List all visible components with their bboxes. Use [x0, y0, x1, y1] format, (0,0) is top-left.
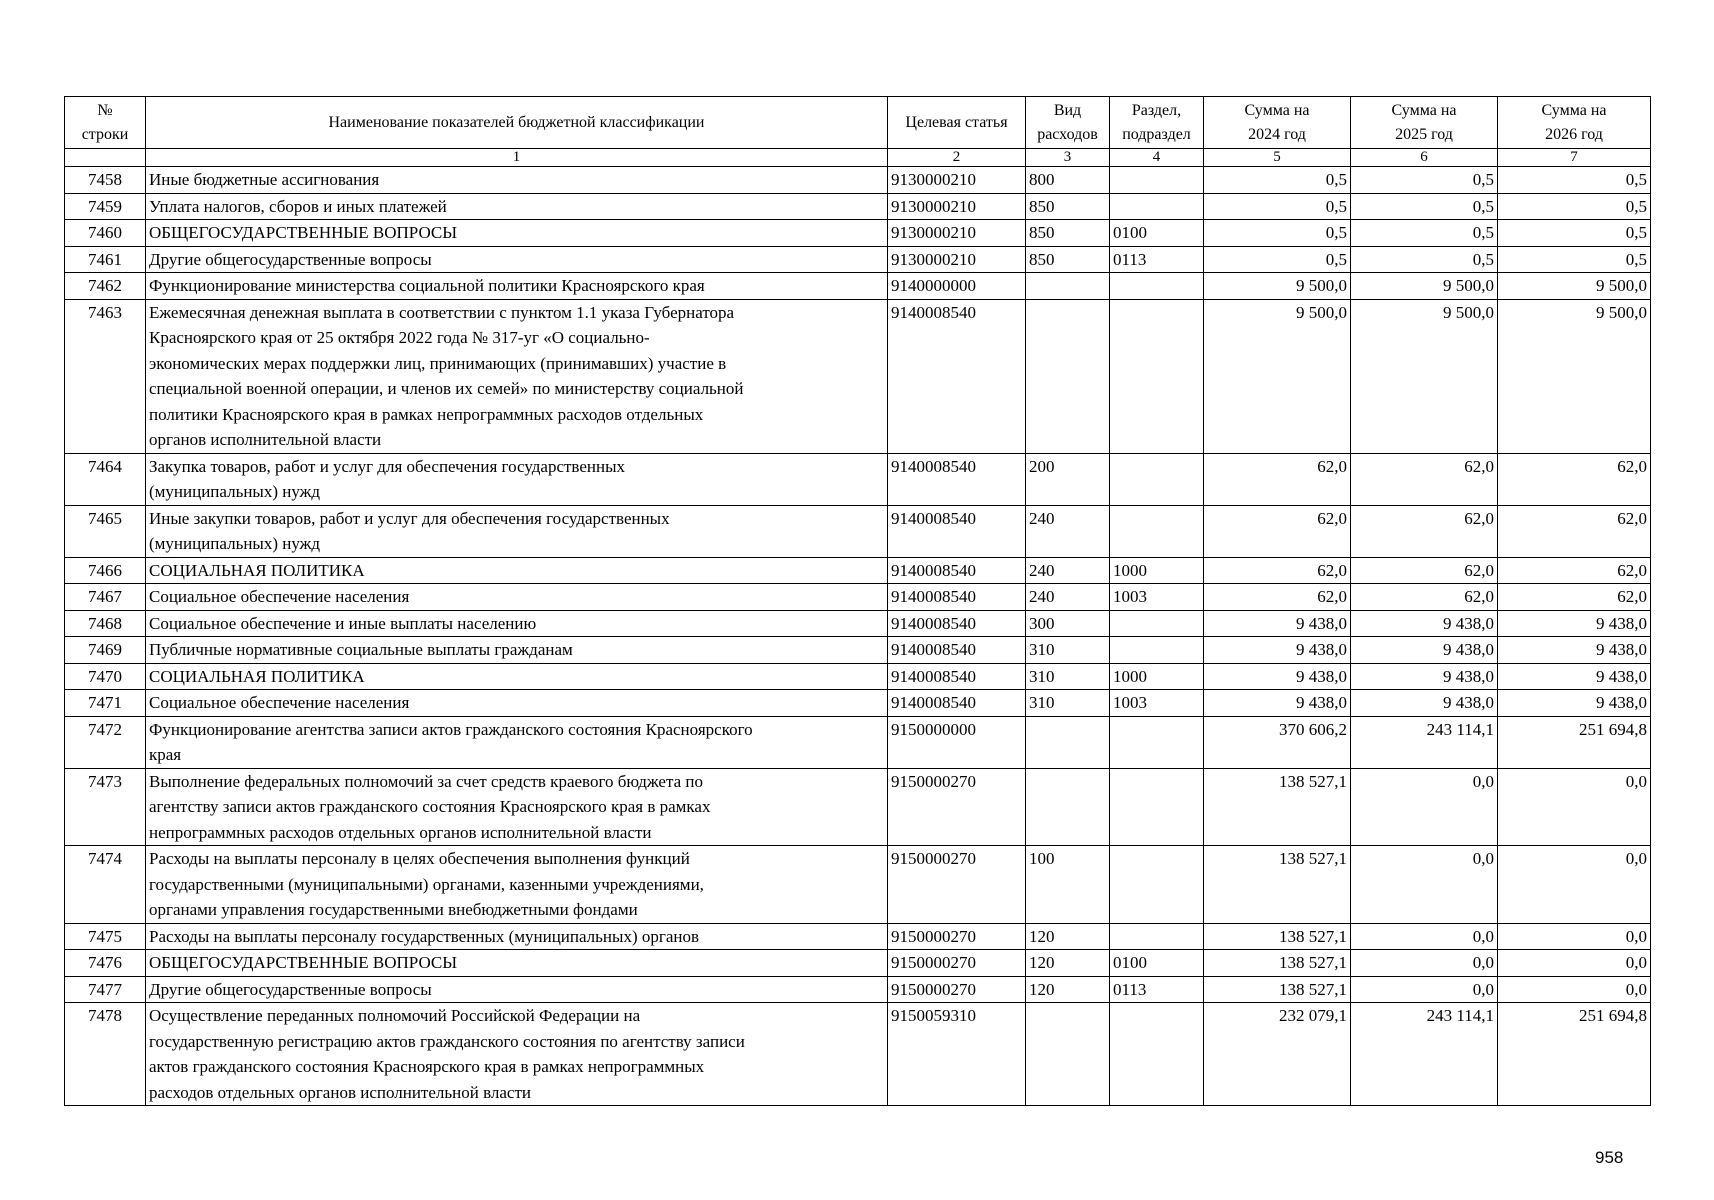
sum-2024-cell: 9 500,0: [1204, 273, 1351, 300]
expense-type-cell: 120: [1026, 976, 1110, 1003]
indicator-name-cell: Функционирование министерства социальной политики Красноярского края: [146, 273, 888, 300]
target-article-cell: 9140000000: [888, 273, 1026, 300]
row-number-cell: 7461: [65, 246, 146, 273]
row-number-cell: 7471: [65, 690, 146, 717]
expense-type-cell: 240: [1026, 584, 1110, 611]
row-number-cell: 7475: [65, 923, 146, 950]
target-article-cell: 9140008540: [888, 637, 1026, 664]
indicator-name-cell: Социальное обеспечение населения: [146, 690, 888, 717]
table-row: [65, 976, 1651, 1003]
indicator-name-cell: Расходы на выплаты персоналу государственных (муниципальных) органов: [146, 923, 888, 950]
indicator-name-cell: Публичные нормативные социальные выплаты гражданам: [146, 637, 888, 664]
sum-2025-cell: 9 500,0: [1351, 273, 1498, 300]
target-article-cell: 9140008540: [888, 663, 1026, 690]
column-number: 3: [1026, 149, 1110, 167]
target-article-cell: 9140008540: [888, 690, 1026, 717]
sum-2024-cell: 0,5: [1204, 246, 1351, 273]
header-target-label: Целевая статья: [905, 113, 1008, 131]
sum-2026-cell: 0,0: [1498, 923, 1651, 950]
row-number-cell: 7478: [65, 1003, 146, 1106]
indicator-name-cell: ОБЩЕГОСУДАРСТВЕННЫЕ ВОПРОСЫ: [146, 220, 888, 247]
section-cell: [1110, 610, 1204, 637]
section-cell: [1110, 846, 1204, 924]
table-row: [65, 923, 1651, 950]
sum-2025-cell: 243 114,1: [1351, 716, 1498, 768]
sum-2025-cell: 0,0: [1351, 923, 1498, 950]
sum-2026-cell: 0,5: [1498, 220, 1651, 247]
column-number: 2: [888, 149, 1026, 167]
indicator-name-cell: Ежемесячная денежная выплата в соответствии с пунктом 1.1 указа Губернатора Красноярского края от 25 октября 2022 года № 317-уг «О социально- экономических мерах поддержки лиц, принимающих (принимавших) участие в специальной военной операции, и членов их семей» по министерству социальной политики Красноярского края в рамках непрограммных расходов отдельных органов исполнительной власти: [146, 299, 888, 453]
sum-2026-cell: 9 438,0: [1498, 663, 1651, 690]
section-cell: 1003: [1110, 584, 1204, 611]
target-article-cell: 9140008540: [888, 610, 1026, 637]
target-article-cell: 9130000210: [888, 220, 1026, 247]
section-cell: 1003: [1110, 690, 1204, 717]
section-cell: [1110, 453, 1204, 505]
sum-2026-cell: 0,5: [1498, 246, 1651, 273]
indicator-name-cell: Другие общегосударственные вопросы: [146, 246, 888, 273]
target-article-cell: 9140008540: [888, 557, 1026, 584]
indicator-name-cell: СОЦИАЛЬНАЯ ПОЛИТИКА: [146, 557, 888, 584]
section-cell: [1110, 299, 1204, 453]
section-cell: 1000: [1110, 663, 1204, 690]
header-section-label: Раздел, подраздел: [1122, 101, 1191, 143]
page-number: 958: [1595, 1148, 1624, 1167]
sum-2024-cell: 232 079,1: [1204, 1003, 1351, 1106]
table-row: [65, 690, 1651, 717]
sum-2026-cell: 9 500,0: [1498, 299, 1651, 453]
header-sum-2026-label: Сумма на 2026 год: [1541, 101, 1607, 143]
header-section: [1110, 97, 1204, 149]
indicator-name-cell: Закупка товаров, работ и услуг для обеспечения государственных (муниципальных) нужд: [146, 453, 888, 505]
sum-2026-cell: 9 438,0: [1498, 690, 1651, 717]
section-cell: [1110, 716, 1204, 768]
row-number-cell: 7464: [65, 453, 146, 505]
expense-type-cell: 310: [1026, 690, 1110, 717]
table-row: [65, 637, 1651, 664]
table-row: [65, 220, 1651, 247]
header-expense-type: [1026, 97, 1110, 149]
header-sum-2026: [1498, 97, 1651, 149]
sum-2025-cell: 9 438,0: [1351, 637, 1498, 664]
sum-2025-cell: 62,0: [1351, 453, 1498, 505]
table-row: [65, 273, 1651, 300]
target-article-cell: 9130000210: [888, 167, 1026, 194]
column-number: [65, 149, 146, 167]
indicator-name-cell: Социальное обеспечение и иные выплаты населению: [146, 610, 888, 637]
row-number-cell: 7472: [65, 716, 146, 768]
expense-type-cell: [1026, 1003, 1110, 1106]
sum-2025-cell: 0,0: [1351, 950, 1498, 977]
sum-2026-cell: 0,0: [1498, 950, 1651, 977]
row-number-cell: 7462: [65, 273, 146, 300]
expense-type-cell: 120: [1026, 950, 1110, 977]
sum-2025-cell: 0,0: [1351, 768, 1498, 846]
section-cell: [1110, 505, 1204, 557]
indicator-name-cell: Другие общегосударственные вопросы: [146, 976, 888, 1003]
table-row: [65, 846, 1651, 924]
target-article-cell: 9150000270: [888, 950, 1026, 977]
row-number-cell: 7476: [65, 950, 146, 977]
expense-type-cell: 100: [1026, 846, 1110, 924]
sum-2026-cell: 9 438,0: [1498, 637, 1651, 664]
header-sum-2025: [1351, 97, 1498, 149]
table-body: [65, 167, 1651, 1106]
table-row: [65, 716, 1651, 768]
expense-type-cell: 850: [1026, 246, 1110, 273]
table-row: [65, 193, 1651, 220]
sum-2026-cell: 0,0: [1498, 768, 1651, 846]
row-number-cell: 7459: [65, 193, 146, 220]
table-row: [65, 557, 1651, 584]
sum-2026-cell: 0,0: [1498, 976, 1651, 1003]
sum-2025-cell: 0,5: [1351, 246, 1498, 273]
table-row: [65, 505, 1651, 557]
table-row: [65, 768, 1651, 846]
expense-type-cell: 200: [1026, 453, 1110, 505]
table-row: [65, 584, 1651, 611]
sum-2025-cell: 62,0: [1351, 584, 1498, 611]
header-name: [146, 97, 888, 149]
sum-2024-cell: 9 500,0: [1204, 299, 1351, 453]
expense-type-cell: 850: [1026, 193, 1110, 220]
sum-2025-cell: 0,0: [1351, 846, 1498, 924]
section-cell: [1110, 768, 1204, 846]
indicator-name-cell: Социальное обеспечение населения: [146, 584, 888, 611]
expense-type-cell: [1026, 716, 1110, 768]
target-article-cell: 9150000270: [888, 923, 1026, 950]
target-article-cell: 9150000000: [888, 716, 1026, 768]
section-cell: 0100: [1110, 950, 1204, 977]
target-article-cell: 9130000210: [888, 246, 1026, 273]
row-number-cell: 7469: [65, 637, 146, 664]
row-number-cell: 7477: [65, 976, 146, 1003]
sum-2025-cell: 9 438,0: [1351, 663, 1498, 690]
sum-2025-cell: 243 114,1: [1351, 1003, 1498, 1106]
section-cell: [1110, 1003, 1204, 1106]
header-target: [888, 97, 1026, 149]
sum-2024-cell: 9 438,0: [1204, 610, 1351, 637]
expense-type-cell: 300: [1026, 610, 1110, 637]
table-row: [65, 1003, 1651, 1106]
target-article-cell: 9140008540: [888, 584, 1026, 611]
row-number-cell: 7470: [65, 663, 146, 690]
sum-2026-cell: 251 694,8: [1498, 1003, 1651, 1106]
target-article-cell: 9140008540: [888, 453, 1026, 505]
indicator-name-cell: Иные бюджетные ассигнования: [146, 167, 888, 194]
expense-type-cell: 800: [1026, 167, 1110, 194]
table-row: [65, 299, 1651, 453]
sum-2024-cell: 138 527,1: [1204, 846, 1351, 924]
row-number-cell: 7460: [65, 220, 146, 247]
expense-type-cell: 310: [1026, 637, 1110, 664]
sum-2026-cell: 9 500,0: [1498, 273, 1651, 300]
column-number-row: [65, 149, 1651, 167]
sum-2024-cell: 9 438,0: [1204, 663, 1351, 690]
sum-2024-cell: 62,0: [1204, 505, 1351, 557]
row-number-cell: 7468: [65, 610, 146, 637]
indicator-name-cell: Расходы на выплаты персоналу в целях обеспечения выполнения функций государственными (муниципальными) органами, казенными учреждениями, органами управления государственными внебюджетными фондами: [146, 846, 888, 924]
header-expense-type-label: Вид расходов: [1037, 101, 1098, 143]
sum-2026-cell: 62,0: [1498, 584, 1651, 611]
section-cell: 1000: [1110, 557, 1204, 584]
column-number: 7: [1498, 149, 1651, 167]
sum-2025-cell: 0,5: [1351, 220, 1498, 247]
header-sum-2025-label: Сумма на 2025 год: [1391, 101, 1457, 143]
row-number-cell: 7465: [65, 505, 146, 557]
target-article-cell: 9140008540: [888, 505, 1026, 557]
indicator-name-cell: Функционирование агентства записи актов гражданского состояния Красноярского края: [146, 716, 888, 768]
header-sum-2024-label: Сумма на 2024 год: [1244, 101, 1310, 143]
column-number: 1: [146, 149, 888, 167]
expense-type-cell: 120: [1026, 923, 1110, 950]
table-row: [65, 610, 1651, 637]
sum-2026-cell: 62,0: [1498, 557, 1651, 584]
header-row-number: [65, 97, 146, 149]
section-cell: [1110, 923, 1204, 950]
expense-type-cell: 240: [1026, 557, 1110, 584]
sum-2024-cell: 138 527,1: [1204, 923, 1351, 950]
sum-2024-cell: 0,5: [1204, 167, 1351, 194]
row-number-cell: 7474: [65, 846, 146, 924]
sum-2025-cell: 0,5: [1351, 167, 1498, 194]
table-row: [65, 167, 1651, 194]
expense-type-cell: [1026, 299, 1110, 453]
table-row: [65, 453, 1651, 505]
header-row: [65, 97, 1651, 149]
target-article-cell: 9130000210: [888, 193, 1026, 220]
section-cell: 0113: [1110, 246, 1204, 273]
expense-type-cell: 310: [1026, 663, 1110, 690]
sum-2024-cell: 138 527,1: [1204, 976, 1351, 1003]
sum-2025-cell: 9 438,0: [1351, 610, 1498, 637]
sum-2026-cell: 0,5: [1498, 193, 1651, 220]
sum-2025-cell: 0,0: [1351, 976, 1498, 1003]
target-article-cell: 9150000270: [888, 976, 1026, 1003]
indicator-name-cell: Осуществление переданных полномочий Российской Федерации на государственную регистрацию актов гражданского состояния по агентству записи актов гражданского состояния Красноярского края в рамках непрограммных расходов отдельных органов исполнительной власти: [146, 1003, 888, 1106]
column-number: 6: [1351, 149, 1498, 167]
indicator-name-cell: СОЦИАЛЬНАЯ ПОЛИТИКА: [146, 663, 888, 690]
target-article-cell: 9140008540: [888, 299, 1026, 453]
sum-2026-cell: 62,0: [1498, 453, 1651, 505]
sum-2026-cell: 62,0: [1498, 505, 1651, 557]
sum-2025-cell: 0,5: [1351, 193, 1498, 220]
expense-type-cell: 850: [1026, 220, 1110, 247]
section-cell: 0100: [1110, 220, 1204, 247]
sum-2024-cell: 62,0: [1204, 584, 1351, 611]
sum-2024-cell: 9 438,0: [1204, 637, 1351, 664]
indicator-name-cell: Иные закупки товаров, работ и услуг для обеспечения государственных (муниципальных) нужд: [146, 505, 888, 557]
row-number-cell: 7458: [65, 167, 146, 194]
indicator-name-cell: ОБЩЕГОСУДАРСТВЕННЫЕ ВОПРОСЫ: [146, 950, 888, 977]
target-article-cell: 9150000270: [888, 768, 1026, 846]
sum-2024-cell: 62,0: [1204, 453, 1351, 505]
indicator-name-cell: Уплата налогов, сборов и иных платежей: [146, 193, 888, 220]
sum-2024-cell: 0,5: [1204, 193, 1351, 220]
column-number: 4: [1110, 149, 1204, 167]
sum-2024-cell: 9 438,0: [1204, 690, 1351, 717]
table-row: [65, 950, 1651, 977]
sum-2025-cell: 9 500,0: [1351, 299, 1498, 453]
row-number-cell: 7467: [65, 584, 146, 611]
column-number: 5: [1204, 149, 1351, 167]
expense-type-cell: 240: [1026, 505, 1110, 557]
sum-2025-cell: 9 438,0: [1351, 690, 1498, 717]
sum-2024-cell: 0,5: [1204, 220, 1351, 247]
header-sum-2024: [1204, 97, 1351, 149]
sum-2024-cell: 138 527,1: [1204, 768, 1351, 846]
table-row: [65, 663, 1651, 690]
sum-2026-cell: 0,5: [1498, 167, 1651, 194]
expense-type-cell: [1026, 273, 1110, 300]
sum-2024-cell: 138 527,1: [1204, 950, 1351, 977]
indicator-name-cell: Выполнение федеральных полномочий за счет средств краевого бюджета по агентству записи актов гражданского состояния Красноярского края в рамках непрограммных расходов отдельных органов исполнительной власти: [146, 768, 888, 846]
sum-2025-cell: 62,0: [1351, 505, 1498, 557]
target-article-cell: 9150000270: [888, 846, 1026, 924]
section-cell: [1110, 167, 1204, 194]
row-number-cell: 7463: [65, 299, 146, 453]
sum-2024-cell: 62,0: [1204, 557, 1351, 584]
header-row-number-label: № строки: [81, 101, 129, 143]
header-name-label: Наименование показателей бюджетной классификации: [328, 113, 705, 131]
sum-2024-cell: 370 606,2: [1204, 716, 1351, 768]
section-cell: [1110, 273, 1204, 300]
sum-2026-cell: 0,0: [1498, 846, 1651, 924]
row-number-cell: 7473: [65, 768, 146, 846]
sum-2025-cell: 62,0: [1351, 557, 1498, 584]
budget-table: [64, 96, 1651, 1106]
target-article-cell: 9150059310: [888, 1003, 1026, 1106]
row-number-cell: 7466: [65, 557, 146, 584]
expense-type-cell: [1026, 768, 1110, 846]
sum-2026-cell: 9 438,0: [1498, 610, 1651, 637]
section-cell: 0113: [1110, 976, 1204, 1003]
table-row: [65, 246, 1651, 273]
sum-2026-cell: 251 694,8: [1498, 716, 1651, 768]
section-cell: [1110, 193, 1204, 220]
section-cell: [1110, 637, 1204, 664]
